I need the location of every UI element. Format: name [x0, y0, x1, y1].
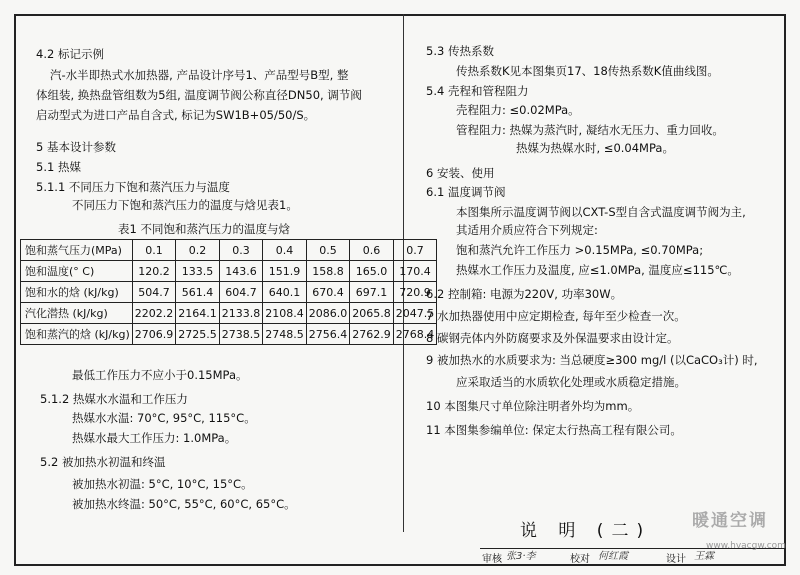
- table-cell: 0.6: [350, 240, 394, 261]
- table-cell: 2706.9: [132, 324, 176, 345]
- table-row-header: 饱和水的焓 (kJ/kg): [21, 282, 133, 303]
- table-row: [21, 282, 437, 303]
- table-cell: 640.1: [263, 282, 307, 303]
- section-6-1-line3: 饱和蒸汽允许工作压力 >0.15MPa, ≤0.70MPa;: [456, 243, 704, 257]
- check-label: 校对: [570, 554, 590, 565]
- section-5-title: 5 基本设计参数: [36, 140, 116, 154]
- section-5-1-1-title: 5.1.1 不同压力下饱和蒸汽压力与温度: [36, 180, 230, 194]
- table-row: [21, 240, 437, 261]
- table-cell: 151.9: [263, 261, 307, 282]
- section-6-1-line4: 热媒水工作压力及温度, 应≤1.0MPa, 温度应≤115℃。: [456, 263, 739, 277]
- table-cell: 0.1: [132, 240, 176, 261]
- table-cell: 2738.5: [219, 324, 263, 345]
- section-5-1-2-title: 5.1.2 热媒水水温和工作压力: [40, 392, 188, 406]
- table-cell: 2086.0: [306, 303, 350, 324]
- table-cell: 2748.5: [263, 324, 307, 345]
- section-4-2-title: 4.2 标记示例: [36, 47, 104, 61]
- section-6-title: 6 安装、使用: [426, 166, 495, 180]
- min-pressure-note: 最低工作压力不应小于0.15MPa。: [72, 368, 248, 382]
- section-4-2-line3: 启动型式为进口产品自含式, 标记为SW1B+05/50/S。: [36, 108, 316, 122]
- table-cell: 0.2: [176, 240, 220, 261]
- table-cell: 0.4: [263, 240, 307, 261]
- table-row: [21, 261, 437, 282]
- signature-check: 何红霞: [598, 551, 628, 562]
- table-cell: 2108.4: [263, 303, 307, 324]
- table-cell: 561.4: [176, 282, 220, 303]
- section-5-3-line: 传热系数K见本图集页17、18传热系数K值曲线图。: [456, 64, 719, 78]
- section-5-4-line2: 管程阻力: 热媒为蒸汽时, 凝结水无压力、重力回收。: [456, 123, 724, 137]
- table-cell: 604.7: [219, 282, 263, 303]
- table-row: [21, 324, 437, 345]
- table-cell: 2756.4: [306, 324, 350, 345]
- section-5-1-2-line1: 热媒水水温: 70°C, 95°C, 115°C。: [72, 411, 256, 425]
- table-cell: 2133.8: [219, 303, 263, 324]
- pressure-table: [20, 239, 437, 345]
- section-5-4-title: 5.4 壳程和管程阻力: [426, 84, 529, 98]
- section-5-1-title: 5.1 热媒: [36, 160, 81, 174]
- table-cell: 165.0: [350, 261, 394, 282]
- section-5-2-line1: 被加热水初温: 5°C, 10°C, 15°C。: [72, 477, 253, 491]
- table-cell: 120.2: [132, 261, 176, 282]
- table-cell: 2065.8: [350, 303, 394, 324]
- section-9-line1: 9 被加热水的水质要求为: 当总硬度≥300 mg/l (以CaCO₃计) 时,: [426, 353, 758, 367]
- sheet-title: 说 明 (二): [520, 521, 652, 541]
- design-label: 设计: [666, 554, 686, 565]
- section-4-2-line2: 体组装, 换热盘管组数为5组, 温度调节阀公称直径DN50, 调节阀: [36, 88, 362, 102]
- table-row-header: 汽化潜热 (kJ/kg): [21, 303, 133, 324]
- table-caption: 表1 不同饱和蒸汽压力的温度与焓: [118, 222, 290, 236]
- signature-design: 王霖: [694, 551, 714, 562]
- section-5-1-1-line: 不同压力下饱和蒸汽压力的温度与焓见表1。: [72, 198, 298, 212]
- table-cell: 133.5: [176, 261, 220, 282]
- table-cell: 2768.4: [393, 324, 437, 345]
- table-row-header: 饱和蒸气压力(MPa): [21, 240, 133, 261]
- section-5-1-2-line2: 热媒水最大工作压力: 1.0MPa。: [72, 431, 237, 445]
- table-row-header: 饱和蒸汽的焓 (kJ/kg): [21, 324, 133, 345]
- table-row-header: 饱和温度(° C): [21, 261, 133, 282]
- section-5-2-line2: 被加热水终温: 50°C, 55°C, 60°C, 65°C。: [72, 497, 296, 511]
- section-5-4-line3: 热媒为热媒水时, ≤0.04MPa。: [516, 141, 674, 155]
- table-cell: 0.5: [306, 240, 350, 261]
- table-cell: 143.6: [219, 261, 263, 282]
- table-cell: 2762.9: [350, 324, 394, 345]
- table-cell: 720.9: [393, 282, 437, 303]
- section-11: 11 本图集参编单位: 保定太行热高工程有限公司。: [426, 423, 682, 437]
- section-5-3-title: 5.3 传热系数: [426, 44, 494, 58]
- section-6-1-line1: 本图集所示温度调节阀以CXT-S型自含式温度调节阀为主,: [456, 205, 746, 219]
- section-5-4-line1: 壳程阻力: ≤0.02MPa。: [456, 103, 580, 117]
- table-cell: 2725.5: [176, 324, 220, 345]
- table-cell: 2164.1: [176, 303, 220, 324]
- watermark-logo: 暖通空调: [692, 511, 768, 531]
- section-6-1-title: 6.1 温度调节阀: [426, 185, 506, 199]
- table-cell: 0.7: [393, 240, 437, 261]
- table-cell: 697.1: [350, 282, 394, 303]
- table-row: [21, 303, 437, 324]
- table-cell: 2202.2: [132, 303, 176, 324]
- table-cell: 0.3: [219, 240, 263, 261]
- section-6-1-line2: 其适用介质应符合下列规定:: [456, 223, 598, 237]
- review-label: 审核: [482, 554, 502, 565]
- section-5-2-title: 5.2 被加热水初温和终温: [40, 455, 166, 469]
- table-cell: 2047.5: [393, 303, 437, 324]
- section-7: 7 水加热器使用中应定期检查, 每年至少检查一次。: [426, 309, 686, 323]
- table-cell: 670.4: [306, 282, 350, 303]
- table-cell: 158.8: [306, 261, 350, 282]
- table-cell: 170.4: [393, 261, 437, 282]
- watermark-url: www.hvacgw.com: [706, 541, 786, 551]
- signature-review: 张3·李: [506, 551, 536, 562]
- section-10: 10 本图集尺寸单位除注明者外均为mm。: [426, 399, 640, 413]
- section-9-line2: 应采取适当的水质软化处理或水质稳定措施。: [456, 375, 686, 389]
- section-6-2: 6.2 控制箱: 电源为220V, 功率30W。: [426, 287, 623, 301]
- section-4-2-line1: 汽-水半即热式水加热器, 产品设计序号1、产品型号B型, 整: [50, 68, 349, 82]
- table-cell: 504.7: [132, 282, 176, 303]
- section-8: 8 碳钢壳体内外防腐要求及外保温要求由设计定。: [426, 331, 679, 345]
